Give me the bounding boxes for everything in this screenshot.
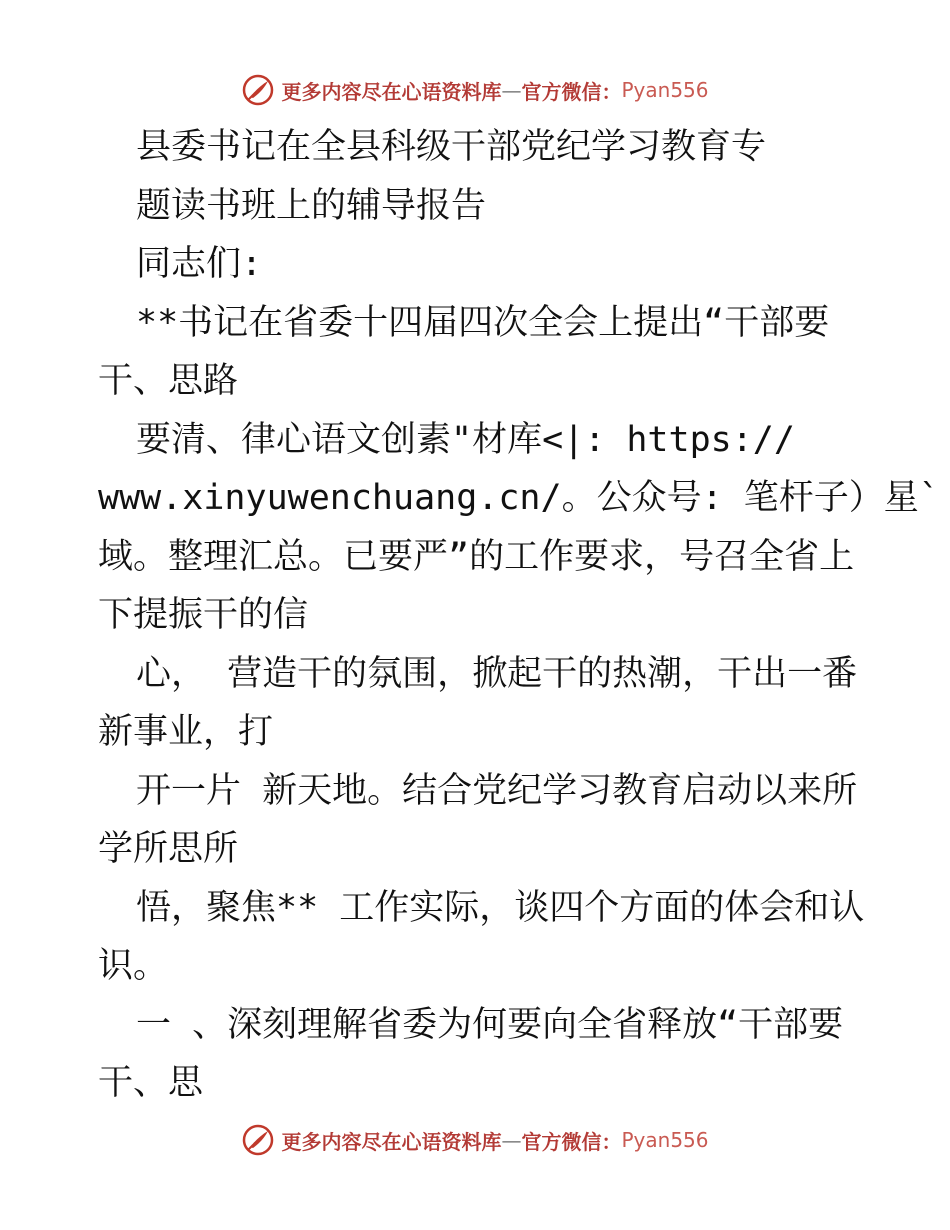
document-body <box>98 118 940 1113</box>
text-line: 同志们: <box>136 244 263 284</box>
text-line: 下提振干的信 <box>98 595 309 635</box>
header-watermark-banner <box>0 70 950 110</box>
text-line: 开一片 新天地。结合党纪学习教育启动以来所 <box>136 770 858 811</box>
text-line: 识。 <box>98 946 169 986</box>
text-line: www.xinyuwenchuang.cn/。公众号: 笔杆子）星` <box>98 478 940 518</box>
banner-text: 更多内容尽在心语资料库 <box>281 1129 502 1154</box>
banner-separator: — <box>501 78 522 102</box>
banner-account: Pyan556 <box>621 78 709 102</box>
text-line: **书记在省委十四届四次全会上提出“干部要 <box>136 302 830 343</box>
banner-account-label: 官方微信： <box>521 1129 622 1154</box>
text-line: 县委书记在全县科级干部党纪学习教育专 <box>136 127 767 167</box>
text-line: 要清、律心语文创素"材库<|: https:// <box>136 419 795 460</box>
quill-pen-logo-icon <box>241 1123 275 1157</box>
footer-watermark-banner <box>0 1120 950 1160</box>
banner-separator: — <box>501 1128 522 1152</box>
text-line: 悟，聚焦** 工作实际，谈四个方面的体会和认 <box>136 887 865 928</box>
banner-text: 更多内容尽在心语资料库 <box>281 79 502 104</box>
text-line: 题读书班上的辅导报告 <box>136 185 487 226</box>
text-line: 干、思路 <box>98 361 239 401</box>
text-line: 一 、深刻理解省委为何要向全省释放“干部要 <box>136 1004 844 1045</box>
banner-account: Pyan556 <box>621 1128 709 1152</box>
text-line: 域。整理汇总。已要严”的工作要求，号召全省上 <box>98 536 855 577</box>
text-line: 学所思所 <box>98 829 239 869</box>
text-line: 新事业，打 <box>98 712 274 752</box>
text-line: 干、思 <box>98 1063 204 1103</box>
banner-account-label: 官方微信： <box>521 79 622 104</box>
quill-pen-logo-icon <box>241 73 275 107</box>
text-line: 心， 营造干的氛围，掀起干的热潮，干出一番 <box>136 653 858 694</box>
